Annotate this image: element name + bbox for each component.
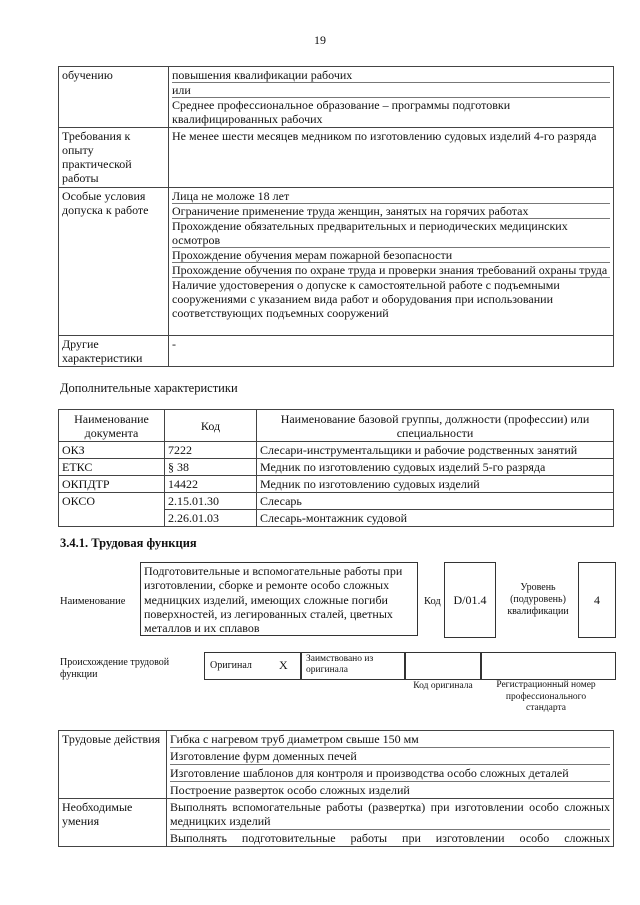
table-row — [59, 128, 614, 188]
row-label: Особые условия — [62, 189, 146, 203]
row-line: - — [172, 337, 176, 351]
row-line: Среднее профессиональное образование – программы подготовки квалифицированных рабочих — [172, 98, 511, 126]
row-line: Изготовление шаблонов для контроля и производства особо сложных деталей — [170, 765, 610, 782]
title-cell: Медник по изготовлению судовых изделий — [257, 476, 614, 493]
column-header: Наименование базовой группы, должности (профессии) или специальности — [257, 410, 614, 442]
row-line: Изготовление фурм доменных печей — [170, 748, 610, 765]
origin-code-box — [404, 652, 482, 680]
title-cell: Слесарь — [257, 493, 614, 510]
origin-original-label: Оригинал — [210, 660, 252, 671]
table-row — [59, 493, 614, 510]
column-header: Наименование документа — [59, 410, 165, 442]
table-row — [59, 476, 614, 493]
origin-label: Происхождение трудовой функции — [60, 657, 170, 680]
qualification-level-label: Уровень (подуровень) квалификации — [507, 582, 569, 617]
table-row — [59, 731, 614, 799]
column-header: Код — [165, 410, 257, 442]
code-cell: § 38 — [165, 459, 257, 476]
code-cell: 2.26.01.03 — [165, 510, 257, 527]
table-row — [59, 188, 614, 336]
row-label: практической — [62, 157, 132, 171]
origin-reg-number: Регистрационный номер профессионального стандарта — [496, 680, 596, 713]
table-row — [59, 442, 614, 459]
row-line: или — [172, 83, 610, 98]
table-row — [59, 799, 614, 847]
function-name: Подготовительные и вспомогательные работы при изготовлении, сборке и ремонте особо сложных медницких изделий, имеющих сложные погиби поверхностей, из легированных сталей, цветных металлов и их сплавов — [144, 564, 403, 636]
doc-cell: ОКСО — [59, 493, 165, 510]
function-code-box — [444, 562, 496, 638]
doc-cell: ОКПДТР — [59, 476, 165, 493]
row-line: повышения квалификации рабочих — [172, 68, 610, 83]
doc-cell — [59, 510, 165, 527]
qualification-level-box — [578, 562, 616, 638]
classifiers-table — [58, 409, 614, 527]
title-cell: Слесари-инструментальщики и рабочие родственных занятий — [257, 442, 614, 459]
row-line: Прохождение обучения мерам пожарной безопасности — [172, 248, 610, 263]
table-row — [59, 67, 614, 128]
origin-reg-box — [480, 652, 616, 680]
requirements-table — [58, 66, 614, 367]
row-label: Другие — [62, 337, 99, 351]
title-cell: Медник по изготовлению судовых изделий 5-го разряда — [257, 459, 614, 476]
row-line: Построение разверток особо сложных изделий — [170, 783, 410, 797]
row-line: Выполнять подготовительные работы при изготовлении особо сложных — [170, 831, 610, 845]
function-name-box — [140, 562, 418, 636]
title-cell: Слесарь-монтажник судовой — [257, 510, 614, 527]
additional-characteristics-title: Дополнительные характеристики — [60, 381, 238, 395]
table-row — [59, 510, 614, 527]
row-label: работы — [62, 171, 99, 185]
row-line: Прохождение обучения по охране труда и проверки знания требований охраны труда — [172, 263, 610, 278]
row-label: характеристики — [62, 351, 143, 365]
doc-cell: ЕТКС — [59, 459, 165, 476]
row-line: Ограничение применение труда женщин, занятых на горячих работах — [172, 204, 610, 219]
row-label: допуска к работе — [62, 203, 149, 217]
origin-code-original: Код оригинала — [413, 681, 473, 691]
row-line: Выполнять вспомогательные работы (развертка) при изготовлении особо сложных медницких изделий — [170, 800, 610, 828]
function-code-label: Код — [424, 596, 441, 607]
row-label: Требования к — [62, 129, 131, 143]
function-code: D/01.4 — [453, 592, 487, 607]
row-label: Трудовые действия — [59, 731, 167, 799]
qualification-level: 4 — [594, 592, 600, 607]
row-label: обучению — [62, 68, 113, 82]
row-label: опыту — [62, 143, 94, 157]
origin-borrowed-label: Заимствовано из оригинала — [306, 654, 374, 675]
row-line: Гибка с нагревом труб диаметром свыше 150 мм — [170, 731, 610, 748]
table-row — [59, 459, 614, 476]
code-cell: 7222 — [165, 442, 257, 459]
labor-actions-table — [58, 730, 614, 847]
code-cell: 14422 — [165, 476, 257, 493]
row-line: Прохождение обязательных предварительных и периодических медицинских осмотров — [172, 219, 610, 248]
code-cell: 2.15.01.30 — [165, 493, 257, 510]
row-line: Лица не моложе 18 лет — [172, 189, 610, 204]
doc-cell: ОКЗ — [59, 442, 165, 459]
table-header-row — [59, 410, 614, 442]
function-name-label: Наименование — [60, 596, 126, 607]
table-row — [59, 336, 614, 367]
row-line: Не менее шести месяцев медником по изготовлению судовых изделий 4-го разряда — [172, 129, 597, 143]
row-line: Наличие удостоверения о допуске к самостоятельной работе с подъемными сооружениями с указанием вида работ и оборудования при использовании соответствующих подъемных сооружений — [172, 278, 560, 320]
page-number: 19 — [314, 33, 326, 47]
section-title: 3.4.1. Трудовая функция — [60, 536, 197, 550]
origin-mark: X — [279, 658, 288, 672]
row-label: Необходимые умения — [59, 799, 167, 847]
